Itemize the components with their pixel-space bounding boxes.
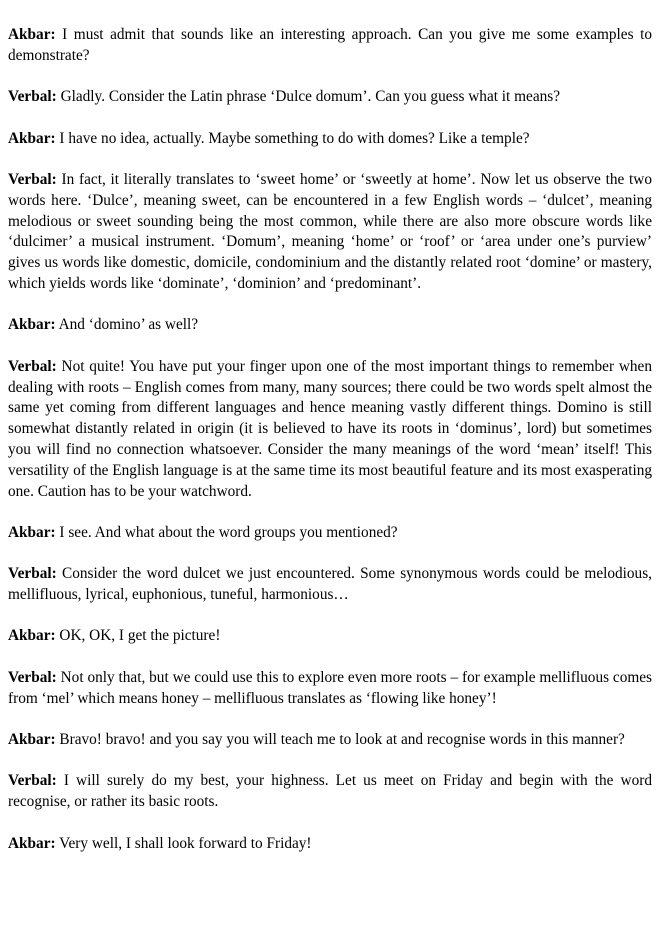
dialogue-text: OK, OK, I get the picture! (59, 627, 221, 645)
dialogue-turn (8, 668, 652, 710)
speaker-name: Verbal: (8, 357, 57, 375)
speaker-name: Verbal: (8, 668, 57, 686)
dialogue-text: Consider the word dulcet we just encountered. Some synonymous words could be melodious, mellifluous, lyrical, euphonious, tuneful, harmonious… (8, 565, 652, 604)
dialogue-text: Gladly. Consider the Latin phrase ‘Dulce domum’. Can you guess what it means? (60, 88, 561, 106)
dialogue-text: I see. And what about the word groups you mentioned? (59, 523, 398, 541)
speaker-name: Akbar: (8, 316, 56, 334)
dialogue-turn (8, 129, 652, 150)
dialogue-text: I must admit that sounds like an interesting approach. Can you give me some examples to demonstrate? (8, 26, 653, 64)
dialogue-turn (8, 87, 652, 108)
dialogue-turn (8, 626, 652, 647)
dialogue-text: Not only that, but we could use this to explore even more roots – for example mellifluous comes from ‘mel’ which means honey – mellifluous translates as ‘flowing like honey’! (8, 668, 653, 707)
speaker-name: Akbar: (8, 731, 56, 749)
dialogue-turn (8, 170, 652, 295)
dialogue-text: I will surely do my best, your highness. Let us meet on Friday and begin with the word recognise, or rather its basic roots. (8, 772, 652, 811)
dialogue-text: Very well, I shall look forward to Friday! (59, 834, 312, 852)
dialogue-text: Bravo! bravo! and you say you will teach me to look at and recognise words in this manner? (59, 731, 625, 749)
speaker-name: Akbar: (8, 523, 56, 541)
speaker-name: Verbal: (8, 88, 57, 106)
dialogue-turn (8, 523, 652, 544)
speaker-name: Akbar: (8, 627, 56, 645)
document-page (8, 0, 652, 875)
speaker-name: Verbal: (8, 565, 57, 583)
dialogue-turn (8, 357, 652, 503)
speaker-name: Akbar: (8, 834, 56, 852)
dialogue-turn (8, 730, 652, 751)
speaker-name: Akbar: (8, 26, 56, 43)
dialogue-turn (8, 771, 652, 813)
dialogue-turn (8, 315, 652, 336)
dialogue-turn (8, 834, 652, 855)
speaker-name: Verbal: (8, 772, 57, 790)
dialogue-text: In fact, it literally translates to ‘sweet home’ or ‘sweetly at home’. Now let us observe the two words here. ‘Dulce’, meaning sweet, can be encountered in a few English words – ‘dulcet’, meaning melodious or sweet sounding being the most common, while there are also more obscure words like ‘dulcimer’ a musical instrument. ‘Domum’, meaning ‘home’ or ‘roof’ or ‘area under one’s purview’ gives us words like domestic, domicile, condominium and the distantly related root ‘domine’ or mastery, which yields words like ‘dominate’, ‘dominion’ and ‘predominant’. (8, 170, 653, 292)
dialogue-turn (8, 564, 652, 606)
dialogue-text: I have no idea, actually. Maybe something to do with domes? Like a temple? (59, 129, 530, 147)
dialogue-text: Not quite! You have put your finger upon one of the most important things to remember when dealing with roots – English comes from many, many sources; there could be two words spelt almost the same yet coming from different languages and hence meaning vastly different things. Domino is still somewhat distantly related in origin (it is believed to have its roots in ‘dominus’, lord) but sometimes you will find no connection whatsoever. Consider the many meanings of the word ‘mean’ itself! This versatility of the English language is at the same time its most beautiful feature and its most exasperating one. Caution has to be your watchword. (8, 357, 652, 500)
speaker-name: Akbar: (8, 129, 56, 147)
speaker-name: Verbal: (8, 170, 57, 188)
dialogue-turn (8, 25, 652, 67)
dialogue-text: And ‘domino’ as well? (58, 316, 199, 334)
